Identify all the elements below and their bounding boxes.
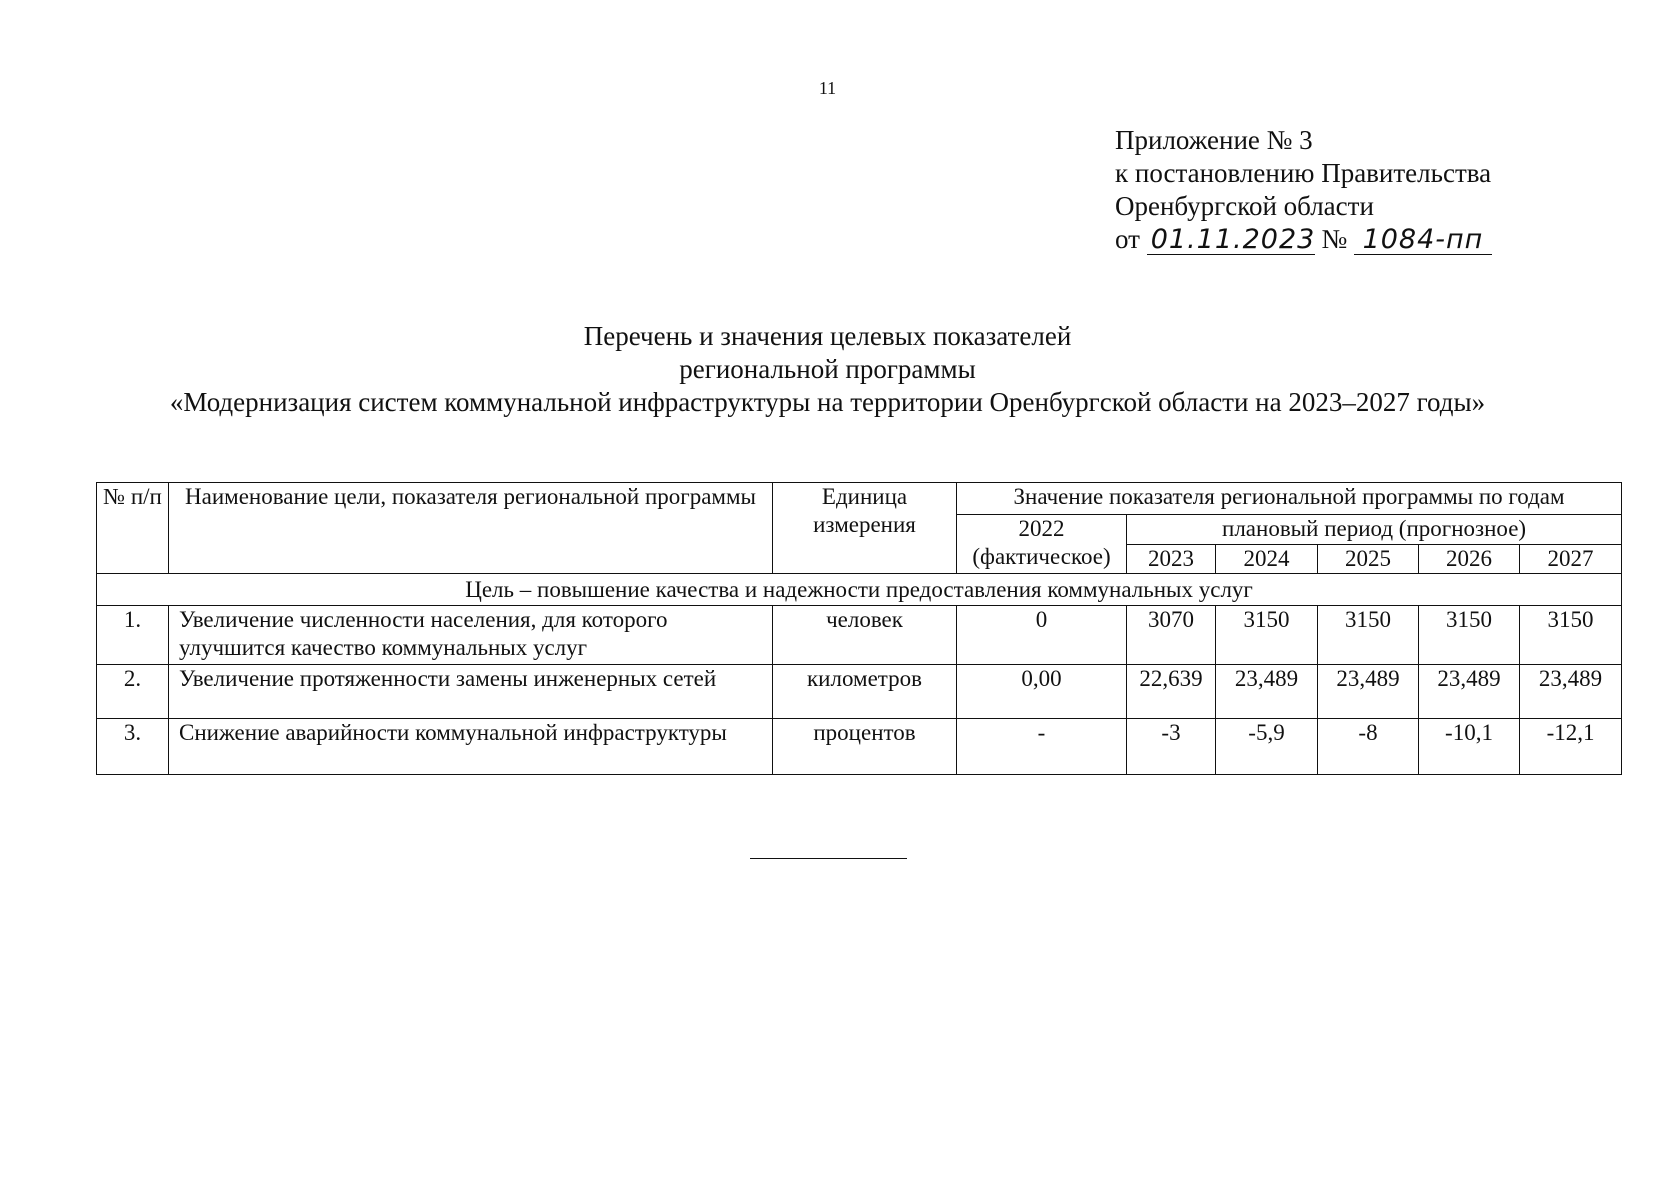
row-value: 23,489 bbox=[1419, 665, 1520, 719]
header-values-group: Значение показателя региональной программы по годам bbox=[957, 483, 1622, 515]
row-value: -10,1 bbox=[1419, 719, 1520, 775]
row-value: 3150 bbox=[1216, 606, 1318, 665]
goal-row: Цель – повышение качества и надежности предоставления коммунальных услуг bbox=[97, 574, 1622, 606]
row-value: -8 bbox=[1318, 719, 1419, 775]
row-unit: процентов bbox=[773, 719, 957, 775]
table-row bbox=[97, 719, 1622, 775]
row-value: -3 bbox=[1127, 719, 1216, 775]
row-name: Снижение аварийности коммунальной инфраструктуры bbox=[169, 719, 773, 775]
from-label: от bbox=[1115, 224, 1140, 254]
number-label: № bbox=[1321, 224, 1348, 254]
title-line-2: региональной программы bbox=[679, 354, 976, 384]
row-num: 1. bbox=[97, 606, 169, 665]
header-name: Наименование цели, показателя региональной программы bbox=[169, 483, 773, 574]
header-actual-year: 2022 (фактическое) bbox=[957, 515, 1127, 574]
row-unit: километров bbox=[773, 665, 957, 719]
handwritten-number: 1084-пп bbox=[1354, 226, 1492, 255]
header-year: 2024 bbox=[1216, 545, 1318, 574]
row-name: Увеличение численности населения, для которого улучшится качество коммунальных услуг bbox=[169, 606, 773, 665]
row-actual: 0,00 bbox=[957, 665, 1127, 719]
title-line-3: «Модернизация систем коммунальной инфраструктуры на территории Оренбургской области на 2023–2027 годы» bbox=[169, 387, 1486, 417]
header-unit: Единица измерения bbox=[773, 483, 957, 574]
header-planned-group: плановый период (прогнозное) bbox=[1127, 515, 1622, 545]
row-value: 23,489 bbox=[1216, 665, 1318, 719]
row-value: 3070 bbox=[1127, 606, 1216, 665]
title-line-1: Перечень и значения целевых показателей bbox=[583, 321, 1072, 351]
appendix-date-line bbox=[1115, 223, 1492, 256]
row-unit: человек bbox=[773, 606, 957, 665]
handwritten-date: 01.11.2023 bbox=[1147, 226, 1315, 255]
row-actual: - bbox=[957, 719, 1127, 775]
appendix-title: Приложение № 3 bbox=[1115, 125, 1313, 155]
header-num: № п/п bbox=[97, 483, 169, 574]
row-name: Увеличение протяженности замены инженерных сетей bbox=[169, 665, 773, 719]
row-value: 22,639 bbox=[1127, 665, 1216, 719]
end-divider bbox=[750, 858, 907, 859]
table-row bbox=[97, 665, 1622, 719]
row-num: 3. bbox=[97, 719, 169, 775]
header-year: 2025 bbox=[1318, 545, 1419, 574]
row-value: 3150 bbox=[1419, 606, 1520, 665]
appendix-block bbox=[1115, 124, 1492, 256]
appendix-resolution: к постановлению Правительства bbox=[1115, 158, 1492, 188]
page-number: 11 bbox=[818, 78, 837, 98]
row-num: 2. bbox=[97, 665, 169, 719]
row-value: 3150 bbox=[1318, 606, 1419, 665]
header-year: 2023 bbox=[1127, 545, 1216, 574]
row-actual: 0 bbox=[957, 606, 1127, 665]
row-value: -5,9 bbox=[1216, 719, 1318, 775]
row-value: 23,489 bbox=[1520, 665, 1622, 719]
document-title bbox=[0, 320, 1655, 419]
table-row bbox=[97, 606, 1622, 665]
row-value: 3150 bbox=[1520, 606, 1622, 665]
header-year: 2027 bbox=[1520, 545, 1622, 574]
indicators-table bbox=[96, 482, 1622, 775]
row-value: 23,489 bbox=[1318, 665, 1419, 719]
header-year: 2026 bbox=[1419, 545, 1520, 574]
row-value: -12,1 bbox=[1520, 719, 1622, 775]
appendix-region: Оренбургской области bbox=[1115, 191, 1374, 221]
